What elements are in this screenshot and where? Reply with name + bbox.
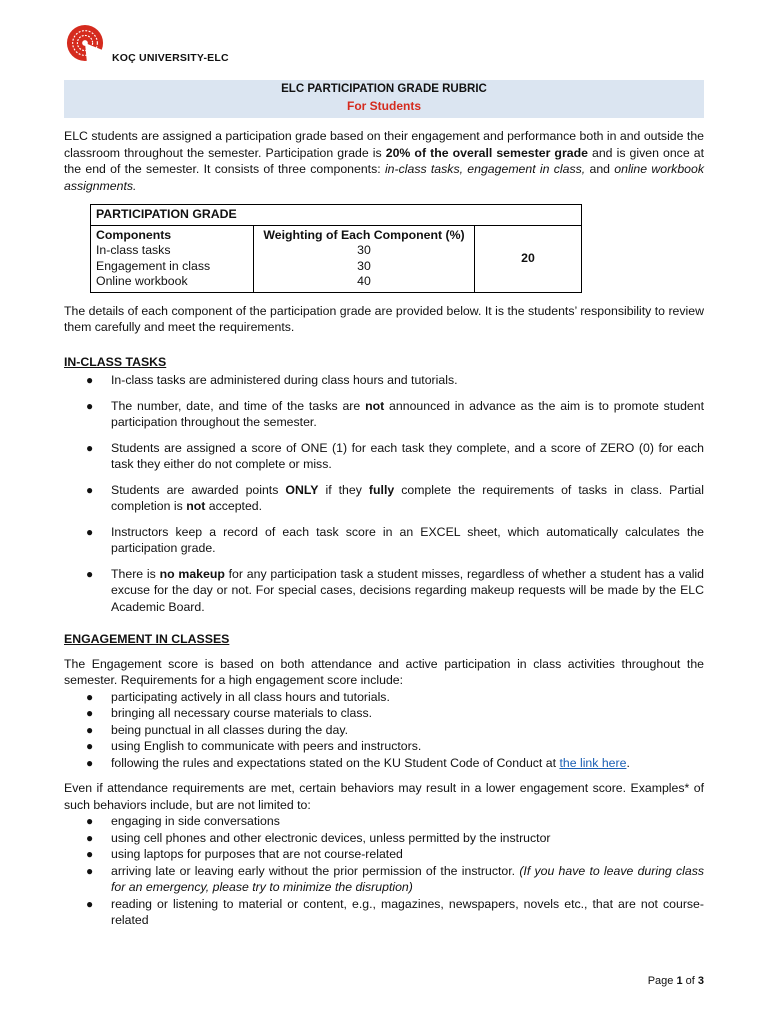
components-column [91,225,254,292]
page-footer: Page 1 of 3 [647,975,704,987]
total-pages: 3 [697,975,704,987]
bullet-icon: ● [86,566,94,581]
table-title: PARTICIPATION GRADE [91,205,582,226]
list-item: ● There is no makeup for any participation task a student misses, regardless of whether a student has a valid excuse for the day or not. For special cases, decisions regarding makeup requests will be made by the ELC Academic Board. [86,566,704,614]
list-item: ● being punctual in all classes during the day. [86,722,348,737]
bullet-icon: ● [86,814,94,828]
engagement-requirements-list [64,689,704,772]
list-item: ● participating actively in all class hours and tutorials. [86,689,390,704]
bullet-icon: ● [86,847,94,861]
bullet-icon: ● [86,689,94,704]
list-item: ● In-class tasks are administered during class hours and tutorials. [86,373,458,387]
list-item: ● using English to communicate with peers and instructors. [86,739,422,753]
list-item: ● arriving late or leaving early without the prior permission of the instructor. (If you have to leave during class for an emergency, please try to minimize the disruption) [86,863,704,894]
list-item: ● The number, date, and time of the tasks are not announced in advance as the aim is to promote student participation throughout the semester. [86,398,704,429]
table-row-weight: 40 [357,274,371,288]
list-item: ● using laptops for purposes that are not course-related [86,847,403,861]
bullet-icon: ● [86,482,94,497]
table-row-weight: 30 [357,243,371,257]
bullet-icon: ● [86,739,94,753]
university-name: KOÇ UNIVERSITY-ELC [112,52,229,64]
weighting-header: Weighting of Each Component (%) [263,227,465,242]
bullet-icon: ● [86,863,94,878]
list-item: ● Instructors keep a record of each task score in an EXCEL sheet, which automatically calculates the participation grade. [86,524,704,555]
details-paragraph: The details of each component of the participation grade are provided below. It is the students’ responsibility to review them carefully and meet the requirements. [64,303,704,334]
inclass-list [64,372,704,615]
bullet-icon: ● [86,722,94,737]
document-title: ELC PARTICIPATION GRADE RUBRIC [281,83,487,95]
bullet-icon: ● [86,524,94,539]
list-item: ● Students are assigned a score of ONE (1) for each task they complete, and a score of ZERO (0) for each task they either do not complete or miss. [86,440,704,471]
intro-paragraph: ELC students are assigned a participation grade based on their engagement and performance both in and outside the classroom throughout the semester. Participation grade is 20% of the overall semester grade and is given once at the end of the semester. It consists of three components: in-class tasks, engagement in class, and online workbook assignments. [64,129,704,193]
table-row-name: In-class tasks [96,243,171,257]
inclass-heading: IN-CLASS TASKS [64,354,167,369]
engagement-heading: ENGAGEMENT IN CLASSES [64,632,230,646]
table-row-weight: 30 [357,258,371,273]
bullet-icon: ● [86,830,94,845]
total-grade-cell: 20 [475,225,582,292]
list-item: ● engaging in side conversations [86,814,280,828]
list-item: ● reading or listening to material or content, e.g., magazines, newspapers, novels etc., that are not course-related [86,896,704,927]
behaviors-paragraph: Even if attendance requirements are met, certain behaviors may result in a lower engagement score. Examples* of such behaviors include, but are not limited to: [64,781,704,812]
behaviors-list [64,813,704,929]
bullet-icon: ● [86,896,94,911]
bullet-icon: ● [86,440,94,455]
university-logo-icon [66,24,104,62]
weighting-column [254,225,475,292]
current-page: 1 [676,975,683,987]
bullet-icon: ● [86,398,94,413]
list-item: ● following the rules and expectations stated on the KU Student Code of Conduct at the link here. [86,755,630,770]
table-row-name: Engagement in class [96,258,211,273]
document-subtitle: For Students [347,99,421,113]
document-body [64,128,704,929]
bullet-icon: ● [86,373,94,387]
list-item: ● bringing all necessary course materials to class. [86,706,373,720]
list-item: ● using cell phones and other electronic devices, unless permitted by the instructor [86,830,551,845]
bullet-icon: ● [86,706,94,720]
table-row-name: Online workbook [96,274,188,288]
engagement-intro: The Engagement score is based on both attendance and active participation in class activities throughout the semester. Requirements for a high engagement score include: [64,656,704,687]
code-of-conduct-link[interactable]: the link here [559,755,627,770]
bullet-icon: ● [86,755,94,770]
participation-grade-table [90,204,582,293]
components-header: Components [96,227,172,242]
list-item: ● Students are awarded points ONLY if they fully complete the requirements of tasks in class. Partial completion is not accepted. [86,482,704,513]
title-banner [64,80,704,118]
